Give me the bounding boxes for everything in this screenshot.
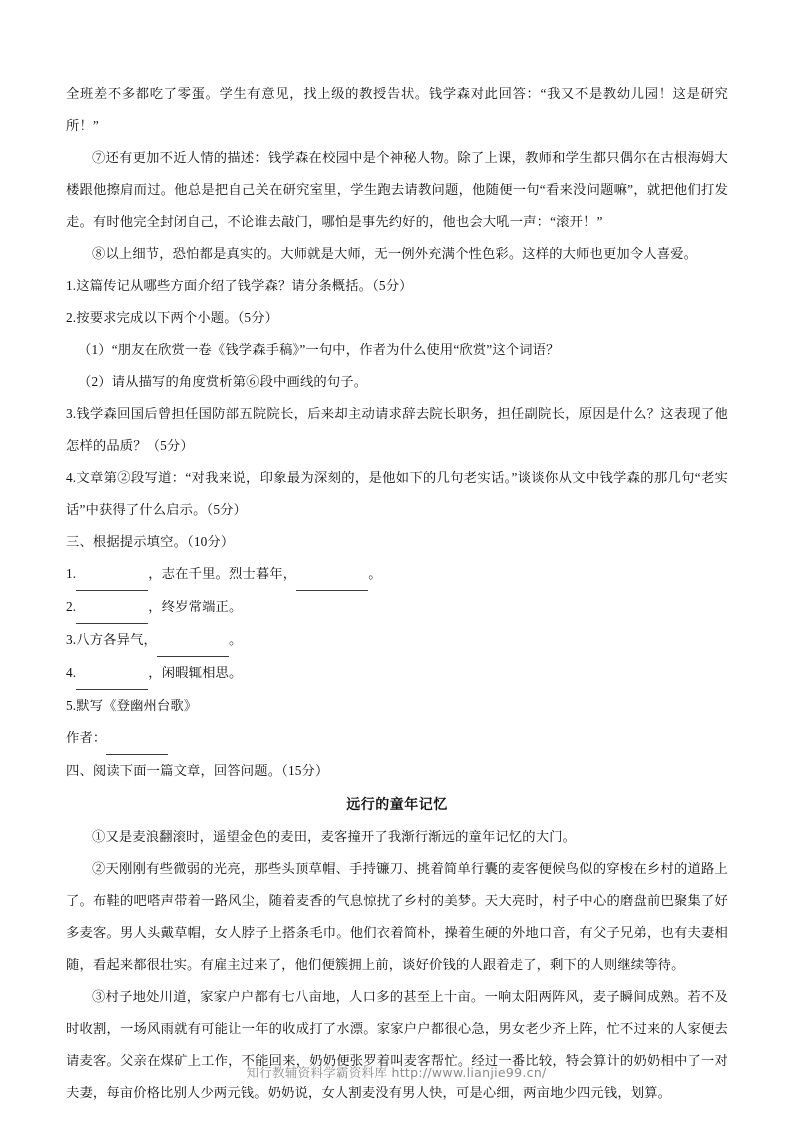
article-paragraph-2: ②天刚刚有些微弱的光亮，那些头顶草帽、手持镰刀、挑着简单行囊的麦客便候鸟似的穿梭在乡村的道路上了。布鞋的吧嗒声带着一路风尘，随着麦香的气息惊扰了乡村的美梦。天大亮时，村子中心的磨盘前巴聚集了好多麦客。男人头戴草帽，女人脖子上搭条毛巾。他们衣着简朴，操着生硬的外地口音，有父子兄弟，也有夫妻相随，看起来都很壮实。有雇主过来了，他们便簇拥上前，谈好价钱的人跟着走了，剩下的人则继续等待。: [66, 861, 728, 972]
article-title: 远行的童年记忆: [346, 796, 448, 812]
watermark: 知行教辅资料学霸资料库 http://www.lianjie99.cn/: [246, 1065, 547, 1080]
section-three-heading: 三、根据提示填空。（10分）: [66, 534, 235, 549]
question-3: 3.钱学森回国后曾担任国防部五院院长，后来却主动请求辞去院长职务，担任副院长，原因是什么？这表现了他怎样的品质？（5分）: [66, 406, 728, 453]
item-number: 5.: [66, 698, 77, 713]
answer-blank[interactable]: [106, 722, 168, 755]
paragraph-8: ⑧以上细节，恐怕都是真实的。大师就是大师，无一例外充满个性色彩。这样的大师也更加令人喜爱。: [92, 246, 698, 261]
article-paragraph-3: ③村子地处川道，家家户户都有七八亩地，人口多的甚至上十亩。一响太阳两阵风，麦子瞬间成熟。若不及时收割，一场风雨就有可能让一年的收成打了水漂。家家户户都很心急，男女老少齐上阵，忙不过来的人家便去请麦客。父亲在煤矿上工作，不能回来，奶奶便张罗着叫麦客帮忙。经过一番比较，特会算计的奶奶相中了一对夫妻，每亩价格比别人少两元钱。奶奶说，女人割麦没有男人快，可是心细，两亩地少四元钱，划算。: [66, 989, 728, 1100]
paragraph-7: ⑦还有更加不近人情的描述：钱学森在校园中是个神秘人物。除了上课，教师和学生都只偶尔在古根海姆大楼跟他擦肩而过。他总是把自己关在研究室里，学生跑去请教问题，他随便一句“看来没问题嘛”，就把他们打发走。有时他完全封闭自己，不论谁去敲门，哪怕是事先约好的，他也会大吼一声：“滚开！”: [66, 150, 728, 229]
paragraph-continuation-6: 全班差不多都吃了零蛋。学生有意见，找上级的教授告状。钱学森对此回答：“我又不是教幼儿园！这是研究所！”: [66, 86, 728, 133]
article-paragraph-1: ①又是麦浪翻滚时，遥望金色的麦田，麦客撞开了我渐行渐远的童年记忆的大门。: [92, 829, 577, 844]
question-2-sub-2: （2）请从描写的角度赏析第⑥段中画线的句子。: [78, 374, 368, 389]
fill-3: [66, 624, 728, 657]
answer-blank[interactable]: [157, 624, 229, 657]
item-text: ，终岁常端正。: [148, 599, 243, 614]
fill-5: [66, 690, 728, 722]
item-text: 默写《登幽州台歌》: [76, 698, 198, 713]
item-text: 作者：: [66, 730, 107, 745]
question-2: 2.按要求完成以下两个小题。（5分）: [66, 310, 279, 325]
answer-blank[interactable]: [76, 558, 148, 591]
question-4: 4.文章第②段写道：“对我来说，印象最为深刻的，是他如下的几句老实话。”谈谈你从文中钱学森的那几句“老实话”中获得了什么启示。（5分）: [66, 470, 728, 517]
document-body: [66, 78, 728, 1109]
answer-blank[interactable]: [76, 591, 148, 624]
item-text: 。: [368, 566, 382, 581]
question-1: 1.这篇传记从哪些方面介绍了钱学森？请分条概括。（5分）: [66, 278, 413, 293]
item-number: 3.: [66, 632, 77, 647]
fill-author: [66, 722, 728, 755]
item-text: 。: [228, 632, 243, 647]
answer-blank[interactable]: [296, 558, 368, 591]
fill-4: [66, 657, 728, 690]
fill-1: [66, 558, 728, 591]
item-text: 八方各异气，: [76, 632, 157, 647]
section-four-heading: 四、阅读下面一篇文章，回答问题。（15分）: [66, 763, 329, 778]
item-text: ，闲暇辄相思。: [148, 665, 243, 680]
fill-in-blank-list: [66, 558, 728, 755]
fill-2: [66, 591, 728, 624]
item-number: 2.: [66, 599, 77, 614]
question-2-sub-1: （1）“朋友在欣赏一卷《钱学森手稿》”一句中，作者为什么使用“欣赏”这个词语？: [78, 342, 560, 357]
item-text: ，志在千里。烈士暮年，: [148, 566, 297, 581]
item-number: 4.: [66, 665, 77, 680]
item-number: 1.: [66, 566, 77, 581]
answer-blank[interactable]: [76, 657, 148, 690]
